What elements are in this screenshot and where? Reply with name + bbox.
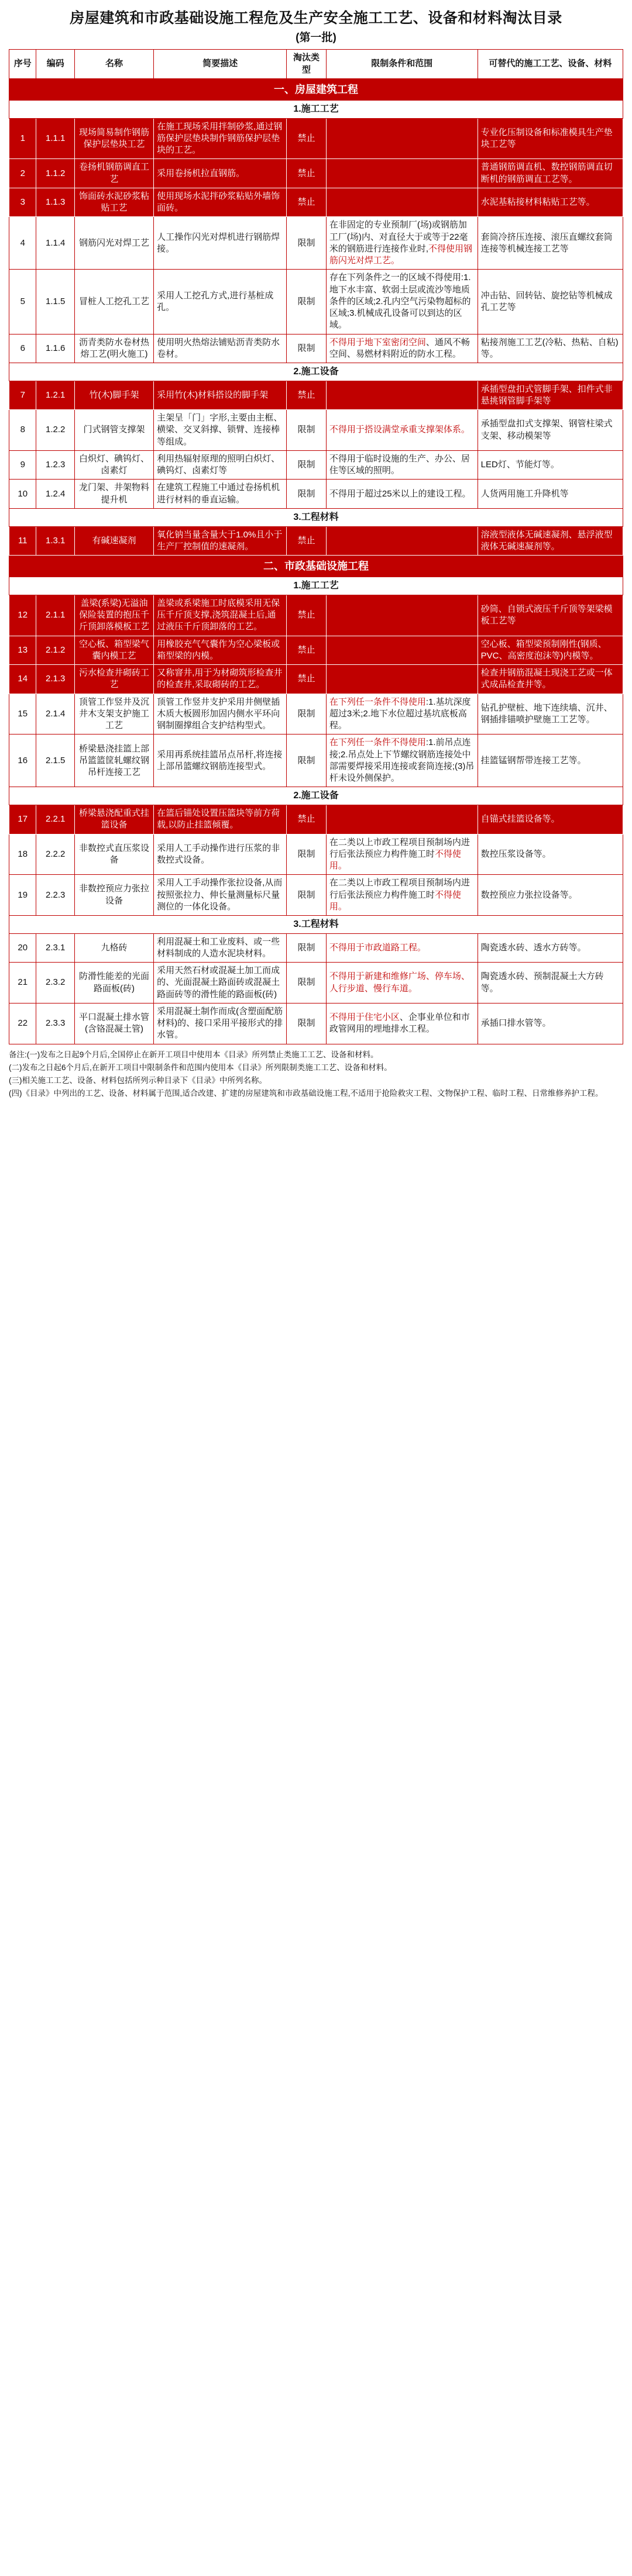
table-row — [9, 834, 623, 875]
table-row — [9, 480, 623, 509]
cell-no: 6 — [9, 334, 36, 363]
cell-limit: 在二类以上市政工程项目预制场内进行后张法预应力构件施工时不得使用。 — [326, 875, 478, 916]
cell-alt: 承插口排水管等。 — [478, 1003, 623, 1044]
cell-limit — [326, 381, 478, 410]
cell-desc: 采用再系统挂篮吊点吊杆,将连接上部吊篮螺纹钢筋连接型式。 — [154, 734, 287, 787]
page-title: 房屋建筑和市政基础设施工程危及生产安全施工工艺、设备和材料淘汰目录 — [70, 10, 562, 26]
cell-desc: 主架呈「门」字形,主要由主框、横梁、交叉斜撑、锁臂、连接棒等组成。 — [154, 410, 287, 451]
section-header-row — [9, 556, 623, 577]
cell-code: 2.2.1 — [36, 805, 74, 834]
cell-desc: 采用卷扬机拉直钢筋。 — [154, 159, 287, 188]
cell-alt: 冲击钻、回转钻、旋挖钻等机械成孔工艺等 — [478, 270, 623, 334]
cell-type: 禁止 — [287, 526, 327, 556]
cell-alt: 专业化压制设备和标准模具生产垫块工艺等 — [478, 118, 623, 159]
cell-no: 1 — [9, 118, 36, 159]
cell-limit: 不得用于地下室密闭空间、通风不畅空间、易燃材料附近的防水工程。 — [326, 334, 478, 363]
cell-code: 2.2.2 — [36, 834, 74, 875]
cell-type: 限制 — [287, 963, 327, 1003]
cell-alt: 溶液型液体无碱速凝剂、悬浮液型液体无碱速凝剂等。 — [478, 526, 623, 556]
cell-name: 桥梁悬浇配重式挂篮设备 — [74, 805, 153, 834]
cell-desc: 采用人工手动操作张拉设备,从而按照张拉力、伸长量测量标尺量测位的一体化设备。 — [154, 875, 287, 916]
col-header-name: 名称 — [74, 50, 153, 79]
table-row — [9, 270, 623, 334]
cell-limit — [326, 410, 478, 451]
cell-name: 钢筋闪光对焊工艺 — [74, 217, 153, 270]
cell-name: 饰面砖水泥砂浆粘贴工艺 — [74, 188, 153, 217]
cell-no: 13 — [9, 636, 36, 665]
cell-desc: 在施工现场采用拌制砂浆,通过钢筋保护层垫块制作钢筋保护层垫块的工艺。 — [154, 118, 287, 159]
cell-code: 1.1.6 — [36, 334, 74, 363]
cell-limit — [326, 636, 478, 665]
table-row — [9, 933, 623, 963]
cell-limit — [326, 118, 478, 159]
cell-name: 现场简易制作钢筋保护层垫块工艺 — [74, 118, 153, 159]
col-header-limit: 限制条件和范围 — [326, 50, 478, 79]
cell-type: 禁止 — [287, 188, 327, 217]
cell-limit — [326, 188, 478, 217]
cell-code: 1.1.5 — [36, 270, 74, 334]
cell-no: 7 — [9, 381, 36, 410]
cell-desc: 利用混凝土和工业废料、或一些材料制成的人造水泥块材料。 — [154, 933, 287, 963]
cell-limit: 不得用于超过25米以上的建设工程。 — [326, 480, 478, 509]
cell-no: 12 — [9, 595, 36, 636]
cell-no: 11 — [9, 526, 36, 556]
cell-name: 卷扬机钢筋调直工艺 — [74, 159, 153, 188]
cell-alt: 钻孔护壁桩、地下连续墙、沉井、钢插排锚喷护壁施工工艺等。 — [478, 694, 623, 734]
limit-emphasis: 不得用于搭设满堂承重支撑架体系。 — [329, 425, 470, 435]
cell-code: 2.1.5 — [36, 734, 74, 787]
cell-type: 禁止 — [287, 805, 327, 834]
subsection-header-row — [9, 787, 623, 805]
note-line: (二)发布之日起6个月后,在新开工项目中限制条件和范围内使用本《目录》所列限制类施工工艺、设备和材料。 — [9, 1063, 392, 1072]
subsection-header-row — [9, 101, 623, 119]
subsection-header-row — [9, 363, 623, 381]
cell-desc: 在建筑工程施工中通过卷扬机机进行材料的垂直运输。 — [154, 480, 287, 509]
cell-type: 禁止 — [287, 118, 327, 159]
table-row — [9, 450, 623, 480]
limit-emphasis: 不得使用。 — [329, 889, 461, 912]
table-row — [9, 188, 623, 217]
table-row — [9, 526, 623, 556]
cell-type: 禁止 — [287, 636, 327, 665]
table-row — [9, 963, 623, 1003]
cell-limit — [326, 805, 478, 834]
subsection-header-row — [9, 508, 623, 526]
table-row — [9, 636, 623, 665]
cell-name: 冒桩人工挖孔工艺 — [74, 270, 153, 334]
cell-code: 2.1.2 — [36, 636, 74, 665]
table-row — [9, 694, 623, 734]
cell-type: 限制 — [287, 875, 327, 916]
note-line: 备注:(一)发布之日起9个月后,全国停止在新开工项目中使用本《目录》所列禁止类施工工艺、设备和材料。 — [9, 1050, 379, 1059]
subsection-label: 1.施工工艺 — [9, 101, 623, 119]
cell-code: 1.1.1 — [36, 118, 74, 159]
cell-alt: 水泥基粘接材料粘贴工艺等。 — [478, 188, 623, 217]
cell-limit: 存在下列条件之一的区域不得使用:1.地下水丰富、软弱土层或流沙等地质条件的区域;2.孔内空气污染物超标的区域;3.机械成孔设备可以到达的区域。 — [326, 270, 478, 334]
cell-alt: 陶瓷透水砖、透水方砖等。 — [478, 933, 623, 963]
cell-alt: 粘接剂施工工艺(冷粘、热粘、自粘)等。 — [478, 334, 623, 363]
cell-type: 限制 — [287, 410, 327, 451]
table-row — [9, 595, 623, 636]
cell-limit: 在下列任一条件不得使用:1.基坑深度超过3米;2.地下水位超过基坑底板高程。 — [326, 694, 478, 734]
cell-limit: 在下列任一条件不得使用:1.前吊点连接;2.吊点处上下节螺纹钢筋连接处中部需要焊接采用连接或套筒连接;(3)吊杆未设外侧保护。 — [326, 734, 478, 787]
cell-code: 2.1.1 — [36, 595, 74, 636]
cell-type: 限制 — [287, 933, 327, 963]
cell-name: 竹(木)脚手架 — [74, 381, 153, 410]
table-header — [9, 50, 623, 79]
cell-limit: 不得用于住宅小区、企事业单位和市政管网用的埋地排水工程。 — [326, 1003, 478, 1044]
limit-emphasis: 不得用于市政道路工程。 — [329, 942, 426, 953]
table-row — [9, 875, 623, 916]
cell-desc: 盖梁或系梁施工时底模采用无保压千斤顶支撑,浇筑混凝土后,通过液压千斤顶卸落的工艺。 — [154, 595, 287, 636]
cell-desc: 使用现场水泥拌砂浆粘贴外墙饰面砖。 — [154, 188, 287, 217]
table-row — [9, 217, 623, 270]
subsection-label: 3.工程材料 — [9, 508, 623, 526]
cell-name: 顶管工作竖井及沉井木支架支护施工工艺 — [74, 694, 153, 734]
document-page — [0, 0, 632, 1112]
cell-no: 19 — [9, 875, 36, 916]
cell-type: 限制 — [287, 734, 327, 787]
cell-alt: 挂篮锰钢帮带连接工艺等。 — [478, 734, 623, 787]
cell-code: 1.3.1 — [36, 526, 74, 556]
cell-limit — [326, 526, 478, 556]
cell-name: 门式钢管支撑架 — [74, 410, 153, 451]
cell-alt: 承插型盘扣式管脚手架、扣件式非悬挑钢管脚手架等 — [478, 381, 623, 410]
cell-alt: 数控预应力张拉设备等。 — [478, 875, 623, 916]
cell-name: 龙门架、井架物料提升机 — [74, 480, 153, 509]
cell-code: 1.1.4 — [36, 217, 74, 270]
cell-desc: 在篮后锚处设置压篮块等前方荷载,以防止挂篮倾覆。 — [154, 805, 287, 834]
subsection-label: 1.施工工艺 — [9, 577, 623, 595]
cell-alt: 套筒冷挤压连接、滚压直螺纹套筒连接等机械连接工艺等 — [478, 217, 623, 270]
cell-desc: 用橡胶充气气囊作为空心梁板或箱型梁的内模。 — [154, 636, 287, 665]
cell-type: 限制 — [287, 450, 327, 480]
cell-no: 4 — [9, 217, 36, 270]
cell-desc: 采用天然石材或混凝土加工而成的、光面混凝土路面砖或混凝土路面砖等的滑性能的路面板(砖) — [154, 963, 287, 1003]
notes-block — [9, 1049, 623, 1100]
cell-type: 限制 — [287, 834, 327, 875]
limit-emphasis: 不得使用。 — [329, 849, 461, 871]
cell-alt: 砂筒、自锁式液压千斤顶等架梁模板工艺等 — [478, 595, 623, 636]
cell-alt: 空心板、箱型梁预制刚性(钢质、PVC、高密度泡沫等)内模等。 — [478, 636, 623, 665]
section-label: 二、市政基础设施工程 — [9, 556, 623, 577]
cell-name: 空心板、箱型梁气囊内模工艺 — [74, 636, 153, 665]
cell-alt: LED灯、节能灯等。 — [478, 450, 623, 480]
cell-code: 1.1.3 — [36, 188, 74, 217]
cell-desc: 利用热辐射原理的照明白炽灯、碘钨灯、卤素灯等 — [154, 450, 287, 480]
cell-no: 5 — [9, 270, 36, 334]
cell-desc: 采用人工挖孔方式,进行基桩成孔。 — [154, 270, 287, 334]
table-row — [9, 159, 623, 188]
cell-alt: 陶瓷透水砖、预制混凝土大方砖等。 — [478, 963, 623, 1003]
col-header-no: 序号 — [9, 50, 36, 79]
table-row — [9, 410, 623, 451]
cell-type: 禁止 — [287, 665, 327, 694]
cell-no: 16 — [9, 734, 36, 787]
cell-no: 15 — [9, 694, 36, 734]
obsolete-catalog-table — [9, 49, 623, 1044]
cell-alt: 数控压浆设备等。 — [478, 834, 623, 875]
cell-no: 21 — [9, 963, 36, 1003]
cell-desc: 又称窨井,用于为材砌筑形检查井的检查井,采取砌砖的工艺。 — [154, 665, 287, 694]
cell-name: 沥青类防水卷材热熔工艺(明火施工) — [74, 334, 153, 363]
cell-name: 平口混凝土排水管(含铬混凝土管) — [74, 1003, 153, 1044]
limit-emphasis: 在下列任一条件不得使用 — [329, 696, 426, 707]
cell-no: 8 — [9, 410, 36, 451]
cell-type: 禁止 — [287, 381, 327, 410]
cell-no: 10 — [9, 480, 36, 509]
section-header-row — [9, 78, 623, 100]
cell-desc: 采用人工手动操作进行压浆的非数控式设备。 — [154, 834, 287, 875]
table-row — [9, 665, 623, 694]
cell-desc: 使用明火热熔法铺贴沥青类防水卷材。 — [154, 334, 287, 363]
cell-no: 14 — [9, 665, 36, 694]
subsection-header-row — [9, 916, 623, 934]
cell-no: 22 — [9, 1003, 36, 1044]
cell-no: 9 — [9, 450, 36, 480]
cell-name: 盖梁(系梁)无溢油保险装置的抱压千斤顶卸落模板工艺 — [74, 595, 153, 636]
subsection-label: 2.施工设备 — [9, 787, 623, 805]
cell-name: 有碱速凝剂 — [74, 526, 153, 556]
cell-code: 2.1.4 — [36, 694, 74, 734]
cell-no: 2 — [9, 159, 36, 188]
cell-code: 2.1.3 — [36, 665, 74, 694]
cell-limit — [326, 595, 478, 636]
cell-code: 1.2.4 — [36, 480, 74, 509]
cell-desc: 采用混凝土制作而成(含塑面配筋材料)的、接口采用平接形式的排水管。 — [154, 1003, 287, 1044]
cell-alt: 检查井钢筋混凝土现浇工艺或一体式成品检查井等。 — [478, 665, 623, 694]
limit-emphasis: 不得用于住宅小区 — [329, 1012, 400, 1023]
cell-limit: 在非固定的专业预制厂(场)或钢筋加工厂(场)内、对直径大于或等于22毫米的钢筋进行连接作业时,不得使用钢筋闪光对焊工艺。 — [326, 217, 478, 270]
cell-name: 防滑性能差的光面路面板(砖) — [74, 963, 153, 1003]
cell-name: 非数控式直压浆设备 — [74, 834, 153, 875]
cell-code: 2.3.3 — [36, 1003, 74, 1044]
cell-no: 3 — [9, 188, 36, 217]
page-subtitle: (第一批) — [296, 32, 336, 44]
cell-limit — [326, 933, 478, 963]
cell-desc: 采用竹(木)材料搭设的脚手架 — [154, 381, 287, 410]
cell-code: 2.3.2 — [36, 963, 74, 1003]
cell-alt: 承插型盘扣式支撑架、钢管柱梁式支架、移动模架等 — [478, 410, 623, 451]
cell-no: 20 — [9, 933, 36, 963]
cell-limit — [326, 963, 478, 1003]
table-row — [9, 1003, 623, 1044]
cell-alt: 人货两用施工升降机等 — [478, 480, 623, 509]
cell-code: 1.2.2 — [36, 410, 74, 451]
cell-limit: 不得用于临时设施的生产、办公、居住等区域的照明。 — [326, 450, 478, 480]
cell-code: 1.2.1 — [36, 381, 74, 410]
cell-alt: 普通钢筋调直机、数控钢筋调直切断机的钢筋调直工艺等。 — [478, 159, 623, 188]
cell-limit: 在二类以上市政工程项目预制场内进行后张法预应力构件施工时不得使用。 — [326, 834, 478, 875]
subsection-header-row — [9, 577, 623, 595]
cell-code: 1.1.2 — [36, 159, 74, 188]
col-header-type: 淘汰类型 — [287, 50, 327, 79]
cell-no: 18 — [9, 834, 36, 875]
cell-type: 限制 — [287, 1003, 327, 1044]
cell-type: 限制 — [287, 480, 327, 509]
cell-desc: 人工操作闪光对焊机进行钢筋焊接。 — [154, 217, 287, 270]
limit-emphasis: 不得用于新建和维修广场、停车场、人行步道、慢行车道。 — [329, 971, 470, 994]
limit-emphasis: 不得使用钢筋闪光对焊工艺。 — [329, 243, 473, 266]
cell-type: 限制 — [287, 270, 327, 334]
cell-no: 17 — [9, 805, 36, 834]
cell-name: 非数控预应力张拉设备 — [74, 875, 153, 916]
table-row — [9, 805, 623, 834]
cell-type: 限制 — [287, 334, 327, 363]
cell-desc: 顶管工作竖井支护采用井侧壁插木质大板圆形加固内侧水平环向钢制圈撑组合支护结构型式。 — [154, 694, 287, 734]
cell-type: 禁止 — [287, 595, 327, 636]
cell-limit — [326, 665, 478, 694]
table-row — [9, 734, 623, 787]
subsection-label: 2.施工设备 — [9, 363, 623, 381]
section-label: 一、房屋建筑工程 — [9, 78, 623, 100]
table-row — [9, 118, 623, 159]
cell-name: 九格砖 — [74, 933, 153, 963]
col-header-desc: 简要描述 — [154, 50, 287, 79]
cell-code: 1.2.3 — [36, 450, 74, 480]
cell-alt: 自锚式挂篮设备等。 — [478, 805, 623, 834]
cell-name: 污水检查井砌砖工艺 — [74, 665, 153, 694]
table-row — [9, 381, 623, 410]
cell-type: 禁止 — [287, 159, 327, 188]
col-header-code: 编码 — [36, 50, 74, 79]
cell-code: 2.3.1 — [36, 933, 74, 963]
cell-limit — [326, 159, 478, 188]
limit-emphasis: 不得用于地下室密闭空间 — [329, 337, 426, 347]
table-row — [9, 334, 623, 363]
note-line: (三)相关施工工艺、设备、材料包括所列示种目录下《目录》中所列名称。 — [9, 1076, 267, 1085]
cell-name: 白炽灯、碘钨灯、卤素灯 — [74, 450, 153, 480]
col-header-alt: 可替代的施工工艺、设备、材料 — [478, 50, 623, 79]
subsection-label: 3.工程材料 — [9, 916, 623, 934]
cell-desc: 氧化钠当量含量大于1.0%且小于生产厂控制值的速凝剂。 — [154, 526, 287, 556]
cell-code: 2.2.3 — [36, 875, 74, 916]
cell-type: 限制 — [287, 217, 327, 270]
note-line: (四)《目录》中列出的工艺、设备、材料属于范围,适合改建、扩建的房屋建筑和市政基础设施工程,不适用于抢险救灾工程、文物保护工程、临时工程、日常维修养护工程。 — [9, 1089, 603, 1098]
cell-name: 桥梁悬浇挂篮上部吊篮篮筐轧螺纹钢吊杆连接工艺 — [74, 734, 153, 787]
table-body — [9, 78, 623, 1044]
cell-type: 限制 — [287, 694, 327, 734]
limit-emphasis: 在下列任一条件不得使用 — [329, 737, 426, 748]
